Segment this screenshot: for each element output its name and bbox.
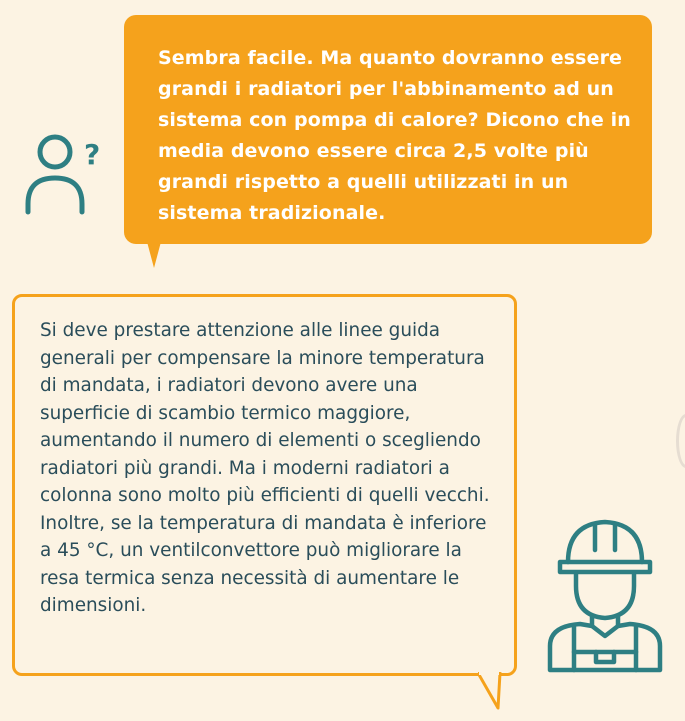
question-text: Sembra facile. Ma quanto dovranno essere grandi i radiatori per l'abbinamento ad un sistema con pompa di calore? Dicono che in media devono essere circa 2,5 volte più grandi rispetto a quelli utilizzati in un sistema tradizionale. bbox=[158, 47, 631, 224]
worker-hardhat-icon bbox=[540, 512, 670, 677]
edge-arc-decoration bbox=[676, 414, 685, 468]
question-mark-glyph: ? bbox=[84, 138, 101, 171]
answer-bubble-tail bbox=[478, 672, 508, 712]
question-bubble-tail bbox=[146, 238, 162, 268]
user-question-icon bbox=[18, 128, 118, 220]
answer-text: Si deve prestare attenzione alle linee guida generali per compensare la minore temperatura di mandata, i radiatori devono avere una superficie di scambio termico maggiore, aumentando il numero di elementi o scegliendo radiatori più grandi. Ma i moderni radiatori a colonna sono molto più efficienti di quelli vecchi. Inoltre, se la temperatura di mandata è inferiore a 45 °C, un ventilconvettore può migliorare la resa termica senza necessità di aumentare le dimensioni. bbox=[40, 320, 490, 616]
